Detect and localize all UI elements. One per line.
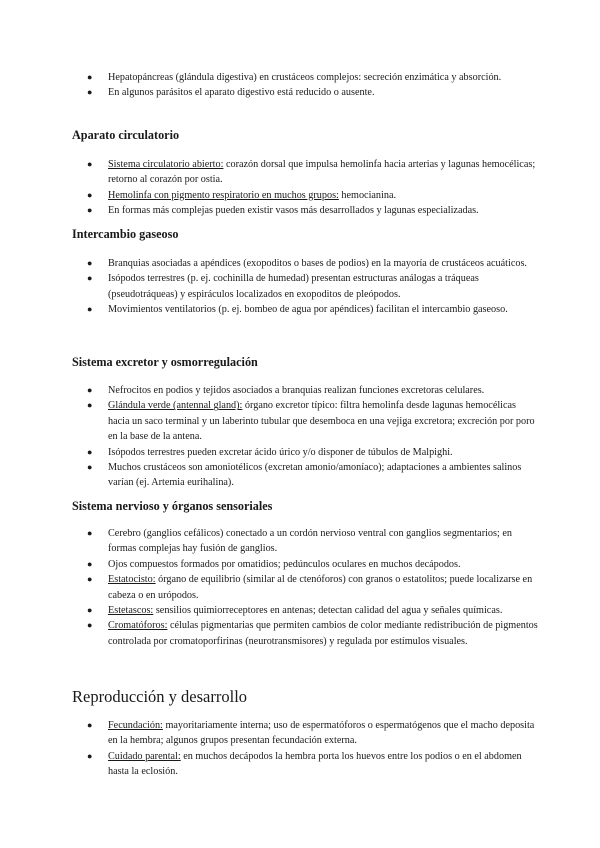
item-text: células pigmentarias que permiten cambios de color mediante redistribución de pigmentos controlada por cromatoporfirinas (neurotransmisores) y regulada por estímulos visuales. [108, 620, 538, 647]
list-item [0, 398, 600, 444]
item-term: Sistema circulatorio abierto: [108, 159, 224, 170]
bullet-icon: ● [87, 72, 93, 82]
item-text: Muchos crustáceos son amoniotélicos (excretan amonio/amoníaco); adaptaciones a ambientes salinos varían (ej. Artemia eurihalina). [108, 462, 522, 489]
list-item [0, 203, 600, 218]
item-text: hemocianina. [338, 189, 397, 201]
heading-circulatory: Aparato circulatorio [72, 128, 180, 142]
list-item [0, 557, 600, 572]
bullet-icon: ● [87, 620, 93, 631]
item-text: Isópodos terrestres pueden excretar ácido úrico y/o disponer de túbulos de Malpighi. [108, 446, 453, 458]
item-term: Glándula verde (antennal gland): [108, 400, 243, 412]
bullet-icon: ● [87, 720, 93, 730]
bullet-icon: ● [87, 528, 93, 538]
list-item [0, 460, 600, 491]
list-item [0, 188, 600, 203]
list-item [0, 271, 600, 302]
bullet-icon: ● [87, 385, 93, 395]
item-text: En algunos parásitos el aparato digestivo está reducido o ausente. [108, 87, 375, 99]
bullet-icon: ● [87, 558, 93, 569]
list-item [0, 618, 600, 649]
item-term: Cromatóforos: [108, 620, 168, 632]
item-text: corazón dorsal que impulsa hemolinfa hacia arterias y lagunas hemocélicas; retorno al corazón por ostia. [108, 159, 536, 186]
bullet-icon: ● [87, 189, 93, 200]
item-term: Fecundación: [108, 720, 163, 731]
item-text: Movimientos ventilatorios (p. ej. bombeo de agua por apéndices) facilitan el intercambio gaseoso. [108, 304, 508, 316]
list-item [0, 256, 600, 271]
list-item [0, 445, 600, 460]
list-item [0, 302, 600, 317]
list-item [0, 572, 600, 603]
heading-nervous: Sistema nervioso y órganos sensoriales [72, 499, 273, 513]
excretory-list [0, 383, 600, 491]
item-text: Isópodos terrestres (p. ej. cochinilla de humedad) presentan estructuras análogas a tráqueas (pseudotráqueas) y espiráculos localizados en exopoditos de pleópodos. [108, 273, 479, 300]
bullet-icon: ● [87, 87, 93, 98]
item-term: Estatocisto: [108, 574, 156, 586]
item-text: en muchos decápodos la hembra porta los huevos entre los podios o en el abdomen hasta la eclosión. [108, 750, 522, 778]
bullet-icon: ● [87, 446, 93, 457]
list-item [0, 157, 600, 188]
bullet-icon: ● [87, 605, 93, 616]
gas-exchange-list [0, 256, 600, 318]
bullet-icon: ● [87, 205, 93, 216]
list-item [0, 718, 600, 749]
digestive-list [0, 70, 600, 101]
item-text: mayoritariamente interna; uso de espermatóforos o espermatógenos que el macho deposita en la hembra; algunos grupos presentan fecundación externa. [108, 720, 535, 747]
heading-excretory: Sistema excretor y osmorregulación [72, 355, 258, 369]
item-term: Cuidado parental: [108, 750, 181, 762]
bullet-icon: ● [87, 400, 93, 411]
list-item [0, 749, 600, 780]
item-text: En formas más complejas pueden existir vasos más desarrollados y lagunas especializadas. [108, 205, 479, 217]
bullet-icon: ● [87, 258, 93, 268]
item-term: Estetascos: [108, 605, 154, 617]
list-item [0, 526, 600, 557]
item-text: sensilios quimiorreceptores en antenas; detectan calidad del agua y señales químicas. [153, 605, 503, 617]
bullet-icon: ● [87, 159, 93, 169]
list-item [0, 85, 600, 100]
nervous-list [0, 526, 600, 649]
list-item [0, 70, 600, 85]
bullet-icon: ● [87, 574, 93, 585]
list-item [0, 603, 600, 618]
item-text: Branquias asociadas a apéndices (exopoditos o bases de podios) en la mayoría de crustáceos acuáticos. [108, 258, 527, 269]
reproduction-list [0, 718, 600, 780]
bullet-icon: ● [87, 462, 93, 473]
circulatory-list [0, 157, 600, 219]
item-text: Hepatopáncreas (glándula digestiva) en crustáceos complejos: secreción enzimática y absorción. [108, 72, 502, 83]
item-text: Ojos compuestos formados por omatidios; pedúnculos oculares en muchos decápodos. [108, 558, 461, 570]
item-text: Nefrocitos en podios y tejidos asociados a branquias realizan funciones excretoras celulares. [108, 385, 485, 396]
heading-reproduction: Reproducción y desarrollo [72, 687, 248, 706]
item-term: Hemolinfa con pigmento respiratorio en muchos grupos: [108, 189, 339, 201]
bullet-icon: ● [87, 750, 93, 761]
item-text: órgano de equilibrio (similar al de ctenóforos) con granos o estatolitos; puede localizarse en cabeza o en urópodos. [108, 574, 533, 601]
bullet-icon: ● [87, 304, 93, 315]
item-text: Cerebro (ganglios cefálicos) conectado a un cordón nervioso ventral con ganglios segmentarios; en formas complejas hay fusión de ganglios. [108, 528, 512, 555]
item-text: órgano excretor típico: filtra hemolinfa desde lagunas hemocélicas hacia un saco terminal y un laberinto tubular que desemboca en una vejiga excretora; excreción por poro en la base de la antena. [108, 400, 535, 443]
list-item [0, 383, 600, 398]
bullet-icon: ● [87, 273, 93, 284]
heading-gas-exchange: Intercambio gaseoso [72, 227, 179, 241]
